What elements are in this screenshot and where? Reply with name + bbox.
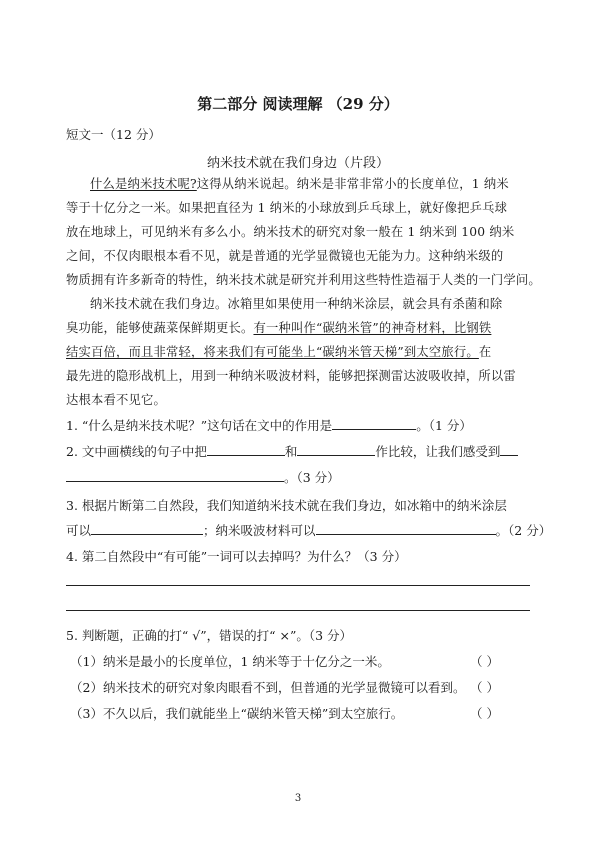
underlined-question-sentence: 什么是纳米技术呢? (90, 177, 197, 191)
section-heading: 第二部分 阅读理解 （29 分） (197, 95, 399, 113)
judgement-item: （3）不久以后，我们就能坐上“碳纳米管天梯”到太空旅行。 (70, 706, 404, 721)
answer-blank[interactable] (500, 443, 518, 456)
answer-blank[interactable] (297, 443, 375, 456)
question-text: 可以 (66, 523, 92, 538)
passage-line: 等于十亿分之一米。如果把直径为 1 纳米的小球放到乒乓球上，就好像把乒乓球 (66, 201, 508, 215)
passage-line (66, 342, 491, 360)
passage-text: 在 (478, 345, 492, 359)
answer-parentheses[interactable]: （ ） (470, 654, 499, 669)
question-1 (66, 416, 472, 434)
passage-line: 物质拥有许多新奇的特性，纳米技术就是研究并利用这些特性造福于人类的一门学问。 (66, 273, 541, 287)
answer-line[interactable] (66, 585, 530, 586)
question-score: 。（2 分） (495, 523, 552, 538)
question-4: 4. 第二自然段中“有可能”一词可以去掉吗？为什么？（3 分） (66, 549, 407, 564)
question-text: 2. 文中画横线的句子中把 (66, 444, 207, 459)
answer-blank[interactable] (66, 469, 284, 482)
passage-line: 之间，不仅肉眼根本看不见，就是普通的光学显微镜也无能为力。这种纳米级的 (66, 249, 504, 263)
question-text: 1. “什么是纳米技术呢？”这句话在文中的作用是 (66, 418, 333, 433)
judgement-item: （2）纳米技术的研究对象肉眼看不到，但普通的光学显微镜可以看到。 (70, 680, 466, 695)
question-2-continued (66, 468, 340, 486)
question-2 (66, 442, 518, 460)
passage-text: 这得从纳米说起。纳米是非常非常小的长度单位，1 纳米 (196, 177, 509, 191)
answer-line[interactable] (66, 610, 530, 611)
page-number: 3 (294, 793, 302, 804)
question-text: 作比较，让我们感受到 (375, 444, 501, 459)
passage-text: 臭功能，能够使蔬菜保鲜期更长。 (66, 321, 254, 335)
passage-title: 纳米技术就在我们身边（片段） (206, 156, 389, 171)
question-3-continued (66, 521, 551, 539)
question-score: 。（1 分） (416, 418, 472, 433)
underlined-comparison-sentence: 有一种叫作“碳纳米管”的神奇材料，比钢铁 (253, 321, 492, 335)
judgement-item: （1）纳米是最小的长度单位，1 纳米等于十亿分之一米。 (70, 654, 390, 669)
underlined-comparison-sentence: 结实百倍，而且非常轻，将来我们有可能坐上“碳纳米管天梯”到太空旅行。 (66, 345, 479, 359)
passage-line (90, 174, 509, 192)
question-3: 3. 根据片断第二自然段，我们知道纳米技术就在我们身边，如冰箱中的纳米涂层 (66, 498, 507, 513)
answer-blank[interactable] (207, 443, 285, 456)
passage-line (66, 318, 491, 336)
question-text: 和 (284, 444, 298, 459)
passage-section-label: 短文一（12 分） (66, 127, 161, 142)
answer-blank[interactable] (91, 522, 203, 535)
answer-parentheses[interactable]: （ ） (470, 680, 499, 695)
passage-line: 最先进的隐形战机上，用到一种纳米吸波材料，能够把探测雷达波吸收掉，所以雷 (66, 369, 516, 383)
question-text: ；纳米吸波材料可以 (203, 523, 316, 538)
question-5: 5. 判断题，正确的打“ √”，错误的打“ ×”。（3 分） (66, 628, 353, 643)
question-score: 。（3 分） (284, 470, 340, 485)
passage-line: 达根本看不见它。 (66, 393, 166, 407)
answer-blank[interactable] (332, 417, 416, 430)
passage-line: 纳米技术就在我们身边。冰箱里如果使用一种纳米涂层，就会具有杀菌和除 (90, 297, 503, 311)
passage-line: 放在地球上，可见纳米有多么小。纳米技术的研究对象一般在 1 纳米到 100 纳米 (66, 225, 515, 239)
answer-parentheses[interactable]: （ ） (470, 706, 499, 721)
answer-blank[interactable] (316, 522, 496, 535)
